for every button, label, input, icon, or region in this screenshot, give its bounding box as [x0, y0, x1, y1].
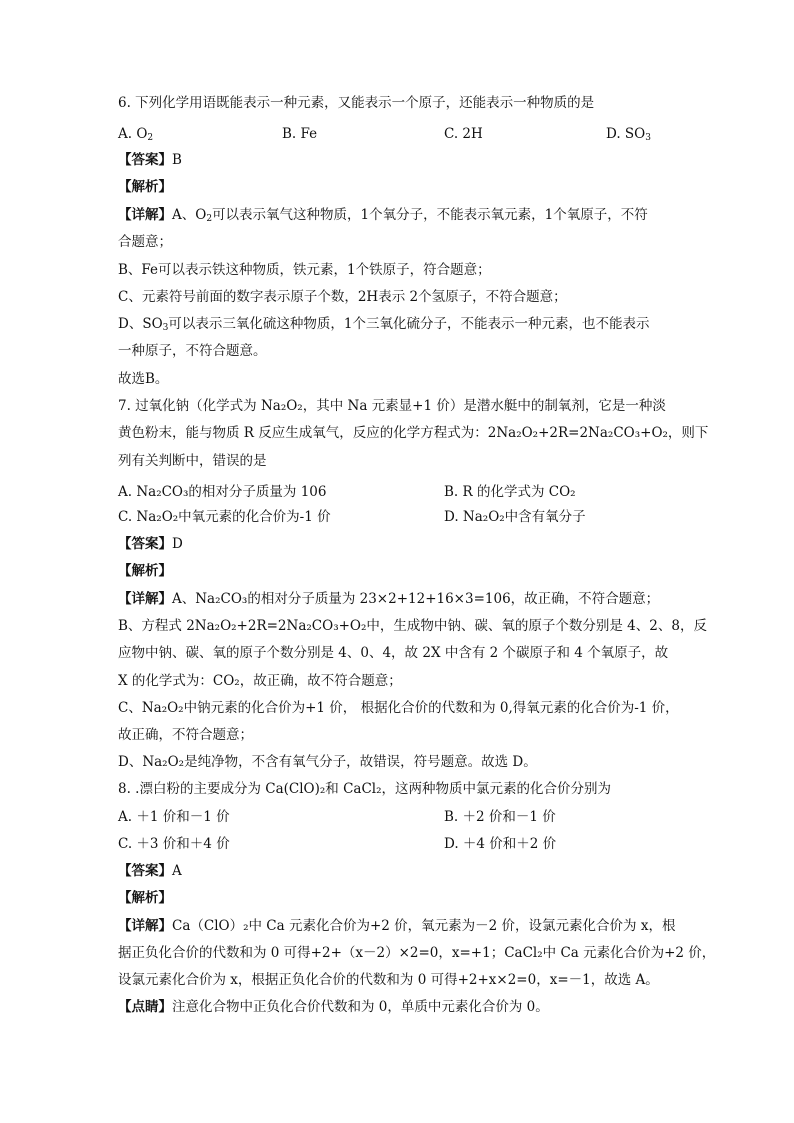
q7-detail-line-3: 应物中钠、碳、氧的原子个数分别是 4、0、4，故 2X 中含有 2 个碳原子和 4 个氧原子，故 — [118, 645, 669, 661]
q7-option-a: A. Na₂CO₃的相对分子质量为 106 — [118, 484, 327, 500]
q7-detail-line-5: C、Na₂O₂中钠元素的化合价为+1 价， 根据化合价的代数和为 0,得氧元素的化合价为-1 价， — [118, 700, 679, 716]
q6-option-c: C. 2H — [444, 126, 483, 142]
q8-detail-line-2: 据正负化合价的代数和为 0 可得+2+（x－2）×2=0，x=+1；CaCl₂中 Ca 元素化合价为+2 价， — [118, 945, 716, 961]
q6-conclusion: 故选B。 — [118, 371, 169, 387]
q6-detail-line-5: D、$SO_3$可以表示三氧化硫这种物质，1个三氧化硫分子，不能表示一种元素，也不能表示 — [118, 316, 650, 333]
q8-answer: 【答案】A — [118, 863, 182, 879]
q6-stem: 6. 下列化学用语既能表示一种元素，又能表示一个原子，还能表示一种物质的是 — [118, 95, 595, 111]
q6-analysis-tag: 【解析】 — [118, 179, 172, 195]
q7-analysis-tag: 【解析】 — [118, 563, 172, 579]
q7-detail-line-2: B、方程式 2Na₂O₂+2R=2Na₂CO₃+O₂中，生成物中钠、碳、氧的原子个数分别是 4、2、8，反 — [118, 618, 707, 634]
q6-detail-line-1: 【详解】A、$O_2$可以表示氧气这种物质，1个氧分子，不能表示氧元素，1个氧原子，不符 — [118, 207, 648, 224]
q6-detail-line-3: B、Fe可以表示铁这种物质，铁元素，1个铁原子，符合题意； — [118, 262, 491, 278]
q8-tip: 【点睛】注意化合物中正负化合价代数和为 0，单质中元素化合价为 0。 — [118, 999, 549, 1015]
q8-option-d: D. ＋4 价和＋2 价 — [444, 836, 557, 852]
q7-detail-line-4: X 的化学式为：CO₂，故正确，故不符合题意； — [118, 673, 402, 689]
q6-option-b: B. Fe — [282, 126, 318, 142]
q7-answer: 【答案】D — [118, 536, 183, 552]
q8-option-b: B. ＋2 价和－1 价 — [444, 809, 556, 825]
q6-detail-line-6: 一种原子，不符合题意。 — [118, 343, 267, 359]
q7-option-d: D. Na₂O₂中含有氧分子 — [444, 509, 586, 525]
q6-detail-line-2: 合题意； — [118, 234, 172, 250]
q6-option-a: A. $O_2$ — [118, 126, 154, 143]
q7-detail-line-6: 故正确，不符合题意； — [118, 727, 253, 743]
q8-option-c: C. ＋3 价和＋4 价 — [118, 836, 230, 852]
q7-stem-line-3: 列有关判断中，错误的是 — [118, 453, 267, 469]
q8-option-a: A. ＋1 价和－1 价 — [118, 809, 230, 825]
q7-option-b: B. R 的化学式为 CO₂ — [444, 484, 576, 500]
q8-stem: 8. .漂白粉的主要成分为 Ca(ClO)₂和 CaCl₂，这两种物质中氯元素的化合价分别为 — [118, 781, 612, 797]
q6-answer: 【答案】B — [118, 152, 182, 168]
q7-detail-line-7: D、Na₂O₂是纯净物，不含有氧气分子，故错误，符号题意。故选 D。 — [118, 754, 537, 770]
q6-option-d: D. $SO_3$ — [606, 126, 651, 143]
q7-stem-line-1: 7. 过氧化钠（化学式为 Na₂O₂，其中 Na 元素显+1 价）是潜水艇中的制氧剂，它是一种淡 — [118, 398, 666, 414]
q7-stem-line-2: 黄色粉末，能与物质 R 反应生成氧气，反应的化学方程式为：2Na₂O₂+2R=2Na₂CO₃+O₂，则下 — [118, 425, 709, 441]
q7-detail-line-1: 【详解】A、Na₂CO₃的相对分子质量为 23×2+12+16×3=106，故正确，不符合题意； — [118, 591, 660, 607]
q6-detail-line-4: C、元素符号前面的数字表示原子个数，2H表示 2个氢原子，不符合题意； — [118, 289, 567, 305]
q8-detail-line-3: 设氯元素化合价为 x，根据正负化合价的代数和为 0 可得+2+x×2=0，x=－1，故选 A。 — [118, 972, 659, 988]
q8-analysis-tag: 【解析】 — [118, 890, 172, 906]
q8-detail-line-1: 【详解】Ca（ClO）₂中 Ca 元素化合价为+2 价，氧元素为－2 价，设氯元素化合价为 x，根 — [118, 918, 676, 934]
q7-option-c: C. Na₂O₂中氧元素的化合价为-1 价 — [118, 509, 331, 525]
